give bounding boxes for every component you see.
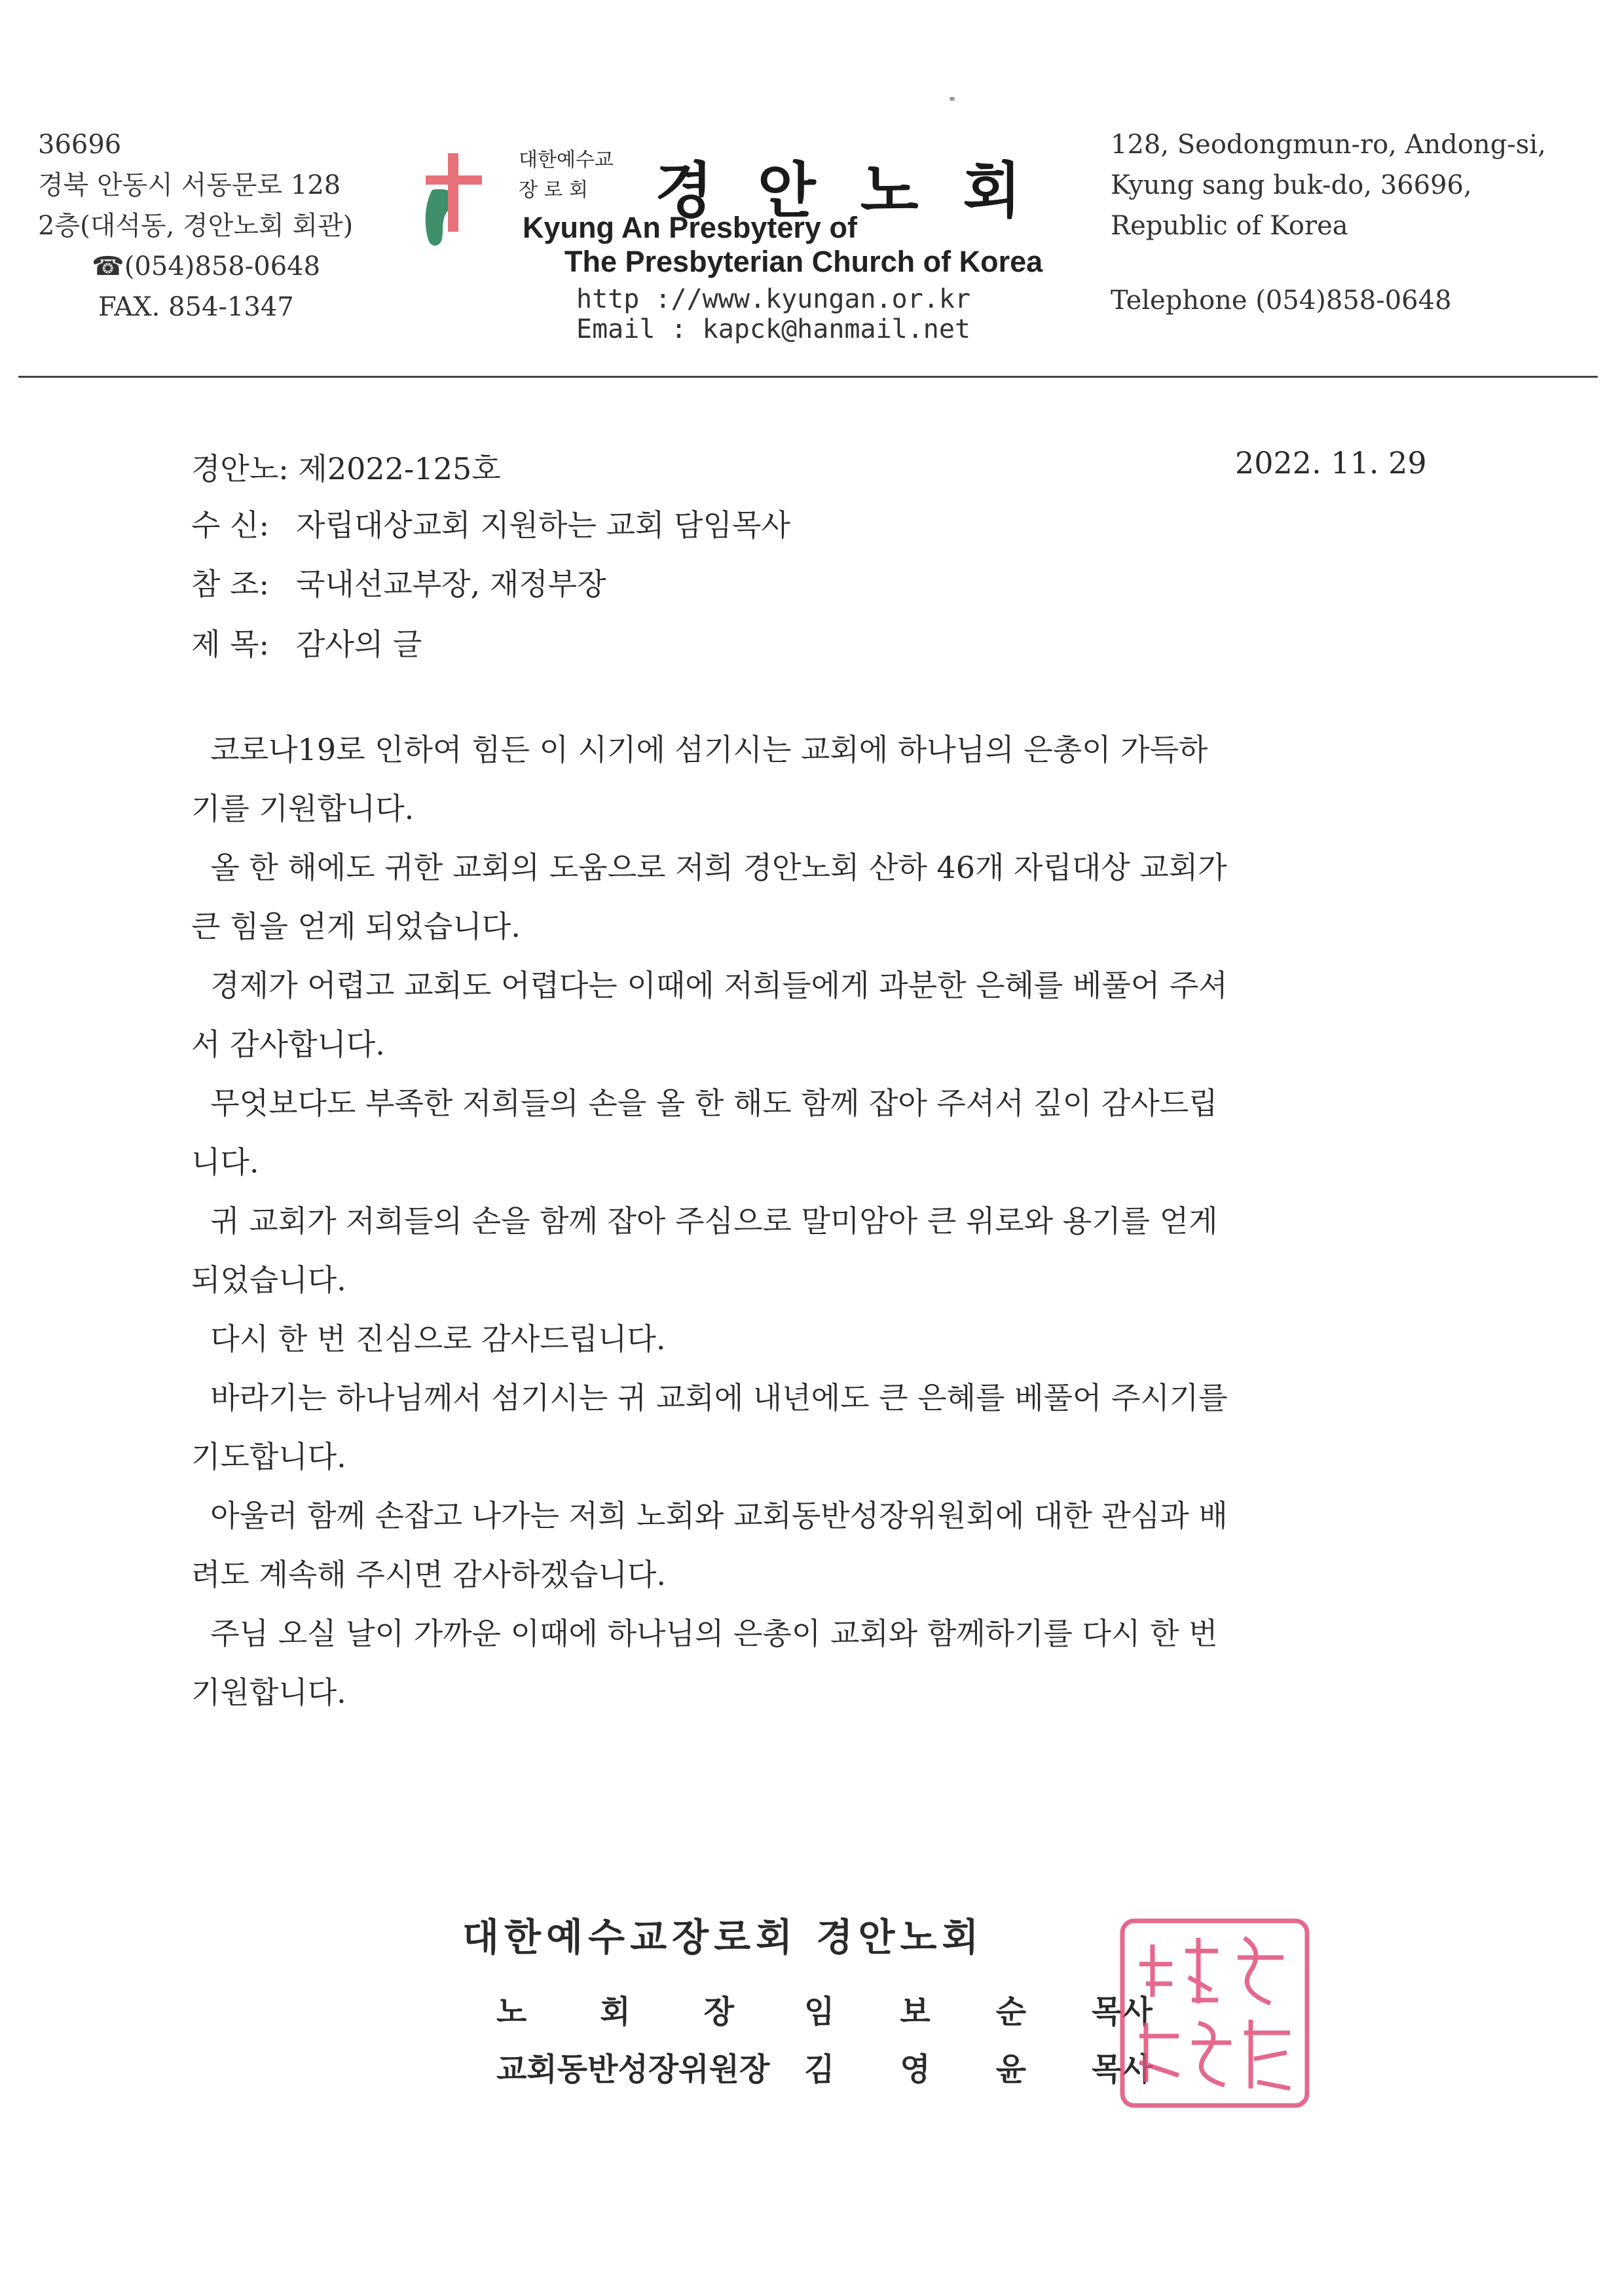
denomination-label (519, 145, 614, 206)
header-left-address (38, 124, 353, 327)
signature-title-2: 교회동반성장위원장 (496, 2051, 770, 2088)
header-right-address (1111, 124, 1546, 321)
body-line: 코로나19로 인하여 힘든 이 시기에 섬기시는 교회에 하나님의 은총이 가득하 (191, 732, 1208, 767)
seal-border (1122, 1921, 1307, 2105)
email-link[interactable]: Email : kapck@hanmail.net (576, 314, 971, 344)
cross-vertical (448, 153, 458, 232)
body-line: 서 감사합니다. (191, 1027, 385, 1062)
presbytery-name-korean: 경안노회 (655, 156, 1066, 226)
signature-line-moderator (496, 1986, 1153, 2032)
body-line: 기도합니다. (191, 1439, 346, 1474)
phone-number: ☎(054)858-0648 (92, 251, 321, 282)
cross-horizontal (426, 175, 482, 185)
contact-web-email (576, 284, 970, 344)
document-number: 경안노: 제2022-125호 (191, 451, 501, 486)
signature-name-1: 임보순 (804, 1994, 1092, 2030)
body-line: 경제가 어렵고 교회도 어렵다는 이때에 저희들에게 과분한 은혜를 베풀어 주셔 (191, 968, 1228, 1003)
english-address-line-3: Republic of Korea (1111, 211, 1348, 241)
seal-glyph (1139, 1944, 1172, 1997)
body-line: 큰 힘을 얻게 되었습니다. (191, 909, 521, 944)
body-line: 무엇보다도 부족한 저희들의 손을 올 한 해도 함께 잡아 주셔서 깊이 감사드립 (191, 1085, 1218, 1121)
presbytery-name-english-1: Kyung An Presbytery of (523, 211, 857, 244)
cross-logo-icon (419, 149, 491, 254)
body-line: 다시 한 번 진심으로 감사드립니다. (191, 1321, 666, 1357)
seal-glyph (1238, 1938, 1283, 2003)
body-line: 기원합니다. (191, 1675, 346, 1710)
address-line-2: 2층(대석동, 경안노회 회관) (38, 211, 354, 241)
signature-suffix-2: 목사 (1092, 2051, 1153, 2088)
seal-glyph (1139, 2023, 1179, 2082)
seal-glyph (1192, 2023, 1231, 2085)
subject-label: 제 목: (191, 627, 269, 662)
scan-speck (950, 97, 955, 101)
subject-row (191, 621, 422, 664)
seal-glyph (1185, 1938, 1218, 2003)
signature-line-committee (496, 2044, 1153, 2089)
postal-code: 36696 (38, 130, 122, 160)
body-line: 바라기는 하나님께서 섬기시는 귀 교회에 내년에도 큰 은혜를 베풀어 주시기를 (191, 1380, 1228, 1415)
address-line-1: 경북 안동시 서동문로 128 (38, 170, 341, 200)
reference-label: 참 조: (191, 566, 269, 602)
header-divider (18, 376, 1598, 378)
body-line: 아울러 함께 손잡고 나가는 저희 노회와 교회동반성장위원회에 대한 관심과 배 (191, 1498, 1228, 1533)
signature-suffix-1: 목사 (1092, 1994, 1153, 2030)
body-line: 니다. (191, 1144, 259, 1180)
body-line: 올 한 해에도 귀한 교회의 도움으로 저희 경안노회 산하 46개 자립대상 교회가 (191, 850, 1227, 885)
body-line: 려도 계속해 주시면 감사하겠습니다. (191, 1557, 667, 1592)
presbytery-name-english-2: The Presbyterian Church of Korea (564, 245, 1043, 278)
reference-row (191, 560, 606, 604)
body-line: 기를 기원합니다. (191, 791, 415, 826)
fax-number: FAX. 854-1347 (98, 292, 294, 322)
english-telephone: Telephone (054)858-0648 (1111, 285, 1452, 316)
english-address-line-2: Kyung sang buk-do, 36696, (1111, 170, 1472, 200)
recipient-value: 자립대상교회 지원하는 교회 담임목사 (296, 507, 790, 543)
body-line: 되었습니다. (191, 1262, 346, 1298)
denomination-line-2: 장 로 회 (519, 179, 589, 202)
recipient-label: 수 신: (191, 507, 269, 543)
document-date: 2022. 11. 29 (1235, 445, 1427, 481)
reference-value: 국내선교부장, 재정부장 (296, 566, 606, 602)
letter-body (191, 720, 1435, 1722)
body-line: 주님 오실 날이 가까운 이때에 하나님의 은총이 교회와 함께하기를 다시 한 번 (191, 1616, 1218, 1651)
subject-value: 감사의 글 (296, 627, 422, 662)
denomination-line-1: 대한예수교 (519, 149, 614, 172)
signature-name-2: 김영윤 (804, 2051, 1092, 2088)
official-seal-icon (1113, 1912, 1316, 2115)
signature-organization: 대한예수교장로회 경안노회 (462, 1915, 984, 1959)
body-line: 귀 교회가 저희들의 손을 함께 잡아 주심으로 말미암아 큰 위로와 용기를 얻게 (191, 1203, 1218, 1239)
english-address-line-1: 128, Seodongmun-ro, Andong-si, (1111, 130, 1546, 160)
seal-glyph (1244, 2020, 1290, 2088)
signature-title-1: 노회장 (496, 1994, 808, 2030)
recipient-row (191, 501, 790, 545)
website-link[interactable]: http ://www.kyungan.or.kr (576, 284, 971, 314)
